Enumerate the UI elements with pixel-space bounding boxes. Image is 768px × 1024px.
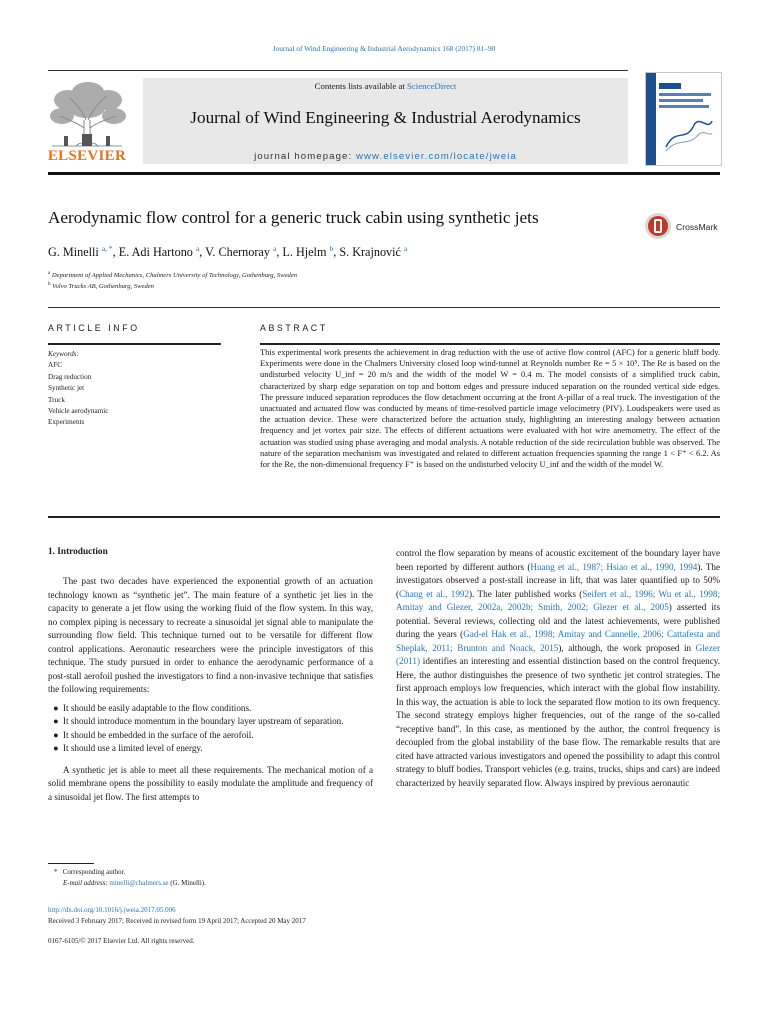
footnote-rule — [48, 863, 94, 864]
email-link[interactable]: minelli@chalmers.se — [109, 879, 169, 888]
footnote-mark: * — [54, 868, 58, 876]
keyword: Drag reduction — [48, 372, 92, 381]
affiliation-marker: b — [48, 282, 51, 287]
body-text: control the flow separation by means of acoustic excitement of the boundary layer have been reported by different authors ( — [396, 548, 720, 572]
corresponding-author-note — [48, 867, 206, 878]
contents-prefix: Contents lists available at — [314, 81, 407, 91]
citation-link[interactable]: Seifert et al., 1996; Wu et al., 1998; Amitay and Glezer, 2002a, 2002b; Smith, 2002; Glezer et al., 2005 — [396, 588, 720, 612]
crossmark-label[interactable]: CrossMark — [676, 222, 718, 232]
corresponding-author-text: Corresponding author. — [62, 868, 126, 876]
received-dates: Received 3 February 2017; Received in revised form 19 April 2017; Accepted 20 May 2017 — [48, 917, 306, 925]
article-info-heading: ARTICLE INFO — [48, 323, 140, 333]
copyright-line: 0167-6105/© 2017 Elsevier Ltd. All rights reserved. — [48, 937, 195, 945]
affiliation-text: Volvo Trucks AB, Gothenburg, Sweden — [52, 283, 154, 291]
affiliation-marker: a — [48, 271, 51, 276]
email-note — [48, 878, 206, 889]
abstract-rule — [260, 343, 720, 345]
homepage-prefix: journal homepage: — [254, 151, 356, 162]
keyword: Vehicle aerodynamic — [48, 407, 109, 416]
abstract-text: This experimental work presents the achievement in drag reduction with the use of active flow control (AFC) for a generic bluff body. Experiments were done in the Chalmers University closed loop wind-tunnel at Reynolds number Re = 5 × 10⁵. The Re is based on the undisturbed velocity U_inf = 20 m/s and the width of the model W = 0.4 m. The model consists of a simplified truck cabin, characterized by sharp edge separation on top and bottom edges and pressure induced separation on the rounded vertical side edges. The pressure induced separation reproduces the flow detachment occurring at the front A-pillar of a real truck. The investigation of the unactuated and actuated flow was conducted by means of time-resolved particle image velocimetry (PIV). Loudspeakers were used as the actuation device. These were characterized before the actuation study, highlighting an interesting analogy between actuation frequency and jet vortex pair size. The effects of different actuations were evaluated with hot wire anemometry. The effect of the actuation was studied using phase averaging and modal analysis. A notable reduction of the side recirculation bubble was observed. The nature of the separation mechanism was investigated and related to different actuation frequencies spanning the range 1 < F⁺ < 6.2. As for the Re, the non-dimensional frequency F⁺ is based on the undisturbed velocity U_inf and the width of the model W. — [260, 347, 720, 470]
email-label: E-mail address: — [63, 879, 108, 888]
footnotes — [48, 867, 206, 889]
affiliation — [48, 271, 297, 279]
list-item: ● It should be easily adaptable to the flow conditions. — [53, 702, 252, 713]
citation-link[interactable]: Chang et al., 1992 — [399, 588, 470, 599]
keywords-block — [48, 349, 108, 429]
list-item: ● It should be embedded in the surface of the aerofoil. — [53, 729, 254, 740]
homepage-link[interactable]: www.elsevier.com/locate/jweia — [356, 151, 517, 162]
author-affiliation-marker[interactable]: a — [403, 244, 408, 253]
body-text: ). The later published works ( — [469, 588, 583, 599]
author-affiliation-marker[interactable]: a, * — [101, 244, 113, 253]
list-item: ● It should use a limited level of energy. — [53, 743, 203, 753]
sciencedirect-link[interactable]: ScienceDirect — [407, 81, 457, 91]
keyword: Synthetic jet — [48, 384, 85, 393]
body-text: identifies an interesting and essential distinction based on the control frequency. Here, the author distinguishes the presence of two synthetic jet control strategies. The first approach employs low frequencies, which interact with the global flow instability. In this way, the actuation is able to lock the separated flow motion to its own frequency. The second strategy employs higher frequencies, out of the range of the so-called “receptive band”. In this case, as mentioned by the author, the control frequency is decoupled from the global instability of the base flow. The remarkable results that are cited have attracted various investigators and opened the possibility to adapt this control strategy to bluff bodies. Transport vehicles (e.g. trains, trucks, ships and cars) are indeed characterized by heavily separated flow. Always inspired by previous aeronautic — [396, 656, 720, 788]
body-column-right — [396, 547, 720, 790]
paragraph: The past two decades have experienced the exponential growth of an actuation technology known as “synthetic jet”. The main feature of a synthetic jet lies in the capacity to generate a jet flow using the working fluid of the flow system. In this way, no complex piping is necessary to recreate a sinusoidal jet signal able to manipulate the surrounding flow field. This technique turned out to be versatile for different flow control applications. Aeronautic researchers were the principle investigators of this technique. The study pursued in order to enhance the aerodynamic performance of a post-stall aerofoil pushed the investigators to find a non-invasive technique that satisfies the following requirements: — [48, 576, 373, 694]
author-name[interactable]: S. Krajnović — [339, 245, 401, 260]
doi-link[interactable]: http://dx.doi.org/10.1016/j.jweia.2017.05.006 — [48, 906, 176, 914]
section-divider — [48, 307, 720, 308]
body-text: ). The investigators observed a post-stall increase in lift, that was later quantified up to 50% ( — [396, 561, 721, 599]
author-affiliation-marker[interactable]: a — [272, 244, 277, 253]
body-column-left — [48, 575, 373, 804]
journal-reference-link[interactable]: Journal of Wind Engineering & Industrial Aerodynamics 168 (2017) 81–90 — [272, 44, 496, 53]
list-item: ● It should introduce momentum in the boundary layer upstream of separation. — [53, 716, 344, 726]
citation-link[interactable]: Glezer (2011) — [396, 642, 720, 666]
author-name[interactable]: E. Adi Hartono — [118, 245, 193, 260]
journal-cover-thumbnail[interactable] — [645, 72, 722, 166]
article-info-rule — [48, 343, 221, 345]
citation-link[interactable]: Huang et al., 1987; Hsiao et al., 1990, 1994 — [530, 561, 698, 572]
journal-title: Journal of Wind Engineering & Industrial Aerodynamics — [190, 108, 581, 127]
masthead-bottom-rule — [48, 172, 720, 175]
author-name[interactable]: G. Minelli — [48, 245, 99, 260]
paragraph: A synthetic jet is able to meet all these requirements. The mechanical motion of a solid membrane opens the possibility to easily modulate the amplitude and frequency of a sinusoidal jet flow. The first attempts to — [48, 764, 373, 802]
journal-homepage — [143, 151, 628, 162]
keyword: Experiments — [48, 418, 85, 427]
keyword: Truck — [48, 395, 65, 404]
author-affiliation-marker[interactable]: a — [195, 244, 200, 253]
affiliation-text: Department of Applied Mechanics, Chalmers University of Technology, Gothenburg, Sweden — [51, 272, 298, 280]
author-list: G. Minelli $^{a, *}$, E. Adi Hartono $^a$, V. Chernoray $^a$, L. Hjelm $^b$, S. Krajnović $^a$ — [48, 244, 408, 260]
abstract-heading: ABSTRACT — [260, 323, 328, 333]
body-text: ) asserted its potential. Several reviews, collecting old and the latest achievements, were published during the years ( — [396, 602, 720, 639]
elsevier-wordmark: ELSEVIER — [47, 148, 127, 164]
author-affiliation-marker[interactable]: b — [329, 244, 334, 253]
article-title: Aerodynamic flow control for a generic truck cabin using synthetic jets — [48, 208, 539, 227]
author-name[interactable]: L. Hjelm — [282, 245, 327, 260]
introduction-heading: 1. Introduction — [48, 547, 108, 557]
abstract-bottom-rule — [48, 516, 720, 518]
requirements-list — [48, 702, 373, 756]
contents-line — [143, 81, 628, 91]
citation-link[interactable]: Gad-el Hak et al., 1998; Amitay and Cannelle, 2006; Cattafesta and Sheplak, 2011; Brunton and Noack, 2015 — [396, 629, 720, 653]
affiliation — [48, 282, 154, 290]
masthead-top-rule — [48, 70, 628, 71]
keyword: AFC — [48, 361, 62, 370]
body-text: ), although, the work proposed in — [558, 642, 696, 653]
keywords-label: Keywords: — [48, 350, 79, 358]
cover-graphic — [664, 117, 714, 153]
author-name[interactable]: V. Chernoray — [205, 245, 270, 260]
email-suffix: (G. Minelli). — [170, 879, 206, 888]
